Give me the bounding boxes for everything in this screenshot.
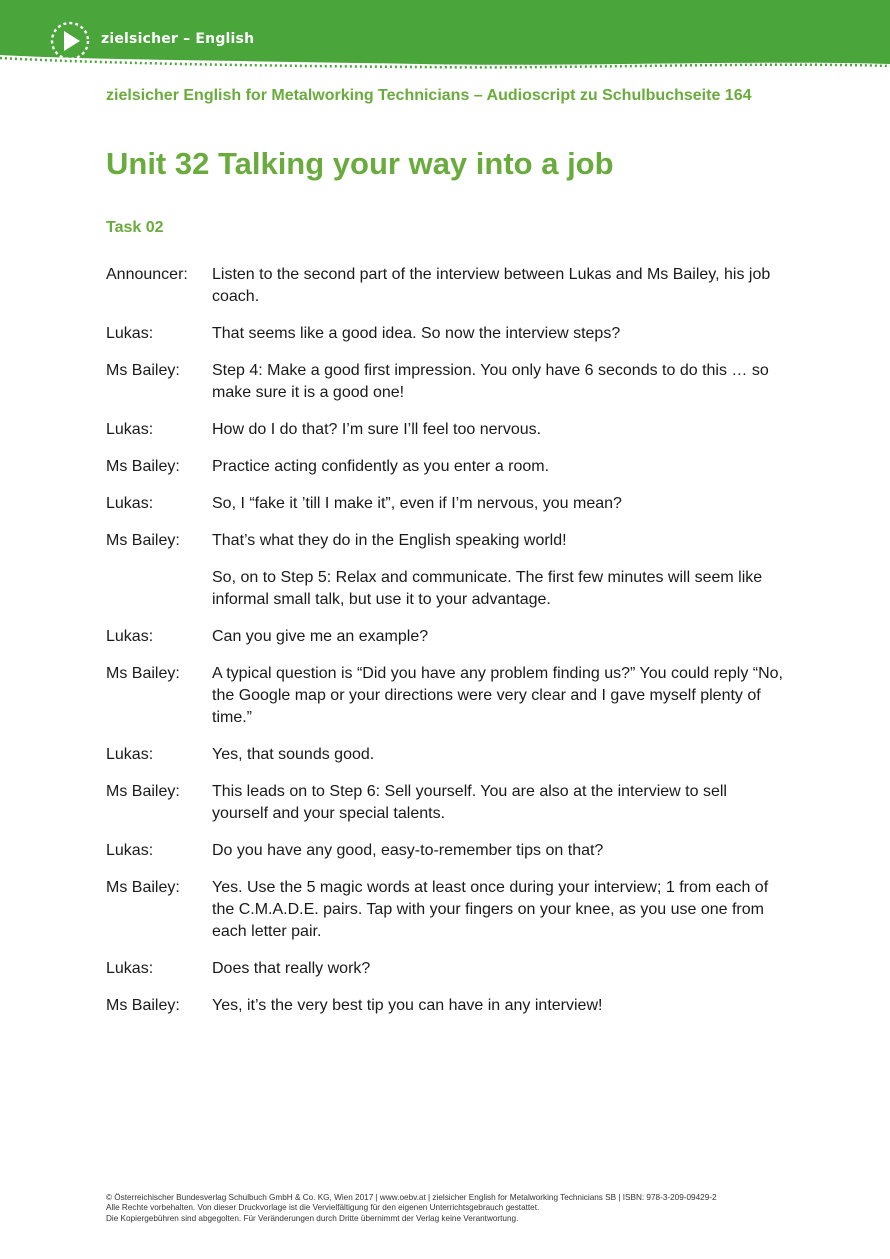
dialogue-row [106,744,786,766]
footer-fees-line: Die Kopiergebühren sind abgegolten. Für Veränderungen durch Dritte übernimmt der Verlag keine Verantwortung. [106,1213,519,1223]
footer-rights-line: Alle Rechte vorbehalten. Von dieser Druckvorlage ist die Vervielfältigung für den eigenen Unterrichtsgebrauch gestattet. [106,1203,540,1213]
dialogue-text: Practice acting confidently as you enter a room. [212,458,550,475]
dialogue-text: That’s what they do in the English speaking world! [212,532,567,549]
dialogue-text: Can you give me an example? [212,628,429,645]
dialogue-row [106,781,786,825]
dialogue-text: Yes. Use the 5 magic words at least once during your interview; 1 from each of the C.M.A.D.E. pairs. Tap with your fingers on your knee, as you use one from each letter pair. [212,879,769,940]
speaker-name: Ms Bailey: [106,458,180,475]
speaker-name: Lukas: [106,495,154,512]
dialogue-text: This leads on to Step 6: Sell yourself. You are also at the interview to sell yourself and your special talents. [212,783,727,822]
dialogue-row [106,663,786,729]
task-label: Task 02 [106,219,164,236]
speaker-name: Announcer: [106,266,188,283]
dialogue-text: How do I do that? I’m sure I’ll feel too nervous. [212,421,542,438]
speaker-name: Ms Bailey: [106,665,180,682]
dialogue-text: So, on to Step 5: Relax and communicate. The first few minutes will seem like informal small talk, but use it to your advantage. [212,569,763,608]
dialogue-row [106,567,786,611]
dialogue-text: So, I “fake it ’till I make it”, even if I’m nervous, you mean? [212,495,622,512]
dialogue-row [106,530,786,552]
brand-name: zielsicher – English [101,31,255,47]
dialogue-row [106,323,786,345]
speaker-name: Ms Bailey: [106,997,180,1014]
dialogue-row [106,877,786,943]
dialogue-text: Yes, it’s the very best tip you can have in any interview! [212,997,603,1014]
speaker-name [106,567,212,611]
dialogue-row [106,995,786,1017]
dialogue-row [106,493,786,515]
speaker-name: Ms Bailey: [106,532,180,549]
speaker-name: Lukas: [106,842,154,859]
speaker-name: Ms Bailey: [106,362,180,379]
dialogue-text: Does that really work? [212,960,371,977]
speaker-name: Lukas: [106,421,154,438]
speaker-name: Lukas: [106,960,154,977]
dialogue-text: Listen to the second part of the interview between Lukas and Ms Bailey, his job coach. [212,266,771,305]
dialogue-row [106,419,786,441]
document-header: zielsicher English for Metalworking Technicians – Audioscript zu Schulbuchseite 164 [106,87,752,104]
dialogue-row [106,840,786,862]
speaker-name: Lukas: [106,746,154,763]
dialogue-row [106,626,786,648]
dialogue-text: Yes, that sounds good. [212,746,375,763]
speaker-name: Lukas: [106,628,154,645]
dialogue-text: Do you have any good, easy-to-remember tips on that? [212,842,604,859]
speaker-name: Lukas: [106,325,154,342]
footer-copyright-line: © Österreichischer Bundesverlag Schulbuch GmbH & Co. KG, Wien 2017 | www.oebv.at | zielsicher English for Metalworking Technicians SB | ISBN: 978-3-209-09429-2 [106,1193,717,1202]
dialogue-row [106,456,786,478]
dialogue-text: That seems like a good idea. So now the interview steps? [212,325,621,342]
audioscript-dialogue [106,264,786,1032]
speaker-name: Ms Bailey: [106,879,180,896]
dialogue-row [106,360,786,404]
dialogue-row [106,958,786,980]
copyright-footer [106,1193,796,1224]
dialogue-text: Step 4: Make a good first impression. You only have 6 seconds to do this … so make sure it is a good one! [212,362,769,401]
page-title: Unit 32 Talking your way into a job [106,146,614,181]
speaker-name: Ms Bailey: [106,783,180,800]
dialogue-row [106,264,786,308]
dialogue-text: A typical question is “Did you have any problem finding us?” You could reply “No, the Google map or your directions were very clear and I gave myself plenty of time.” [212,665,783,726]
